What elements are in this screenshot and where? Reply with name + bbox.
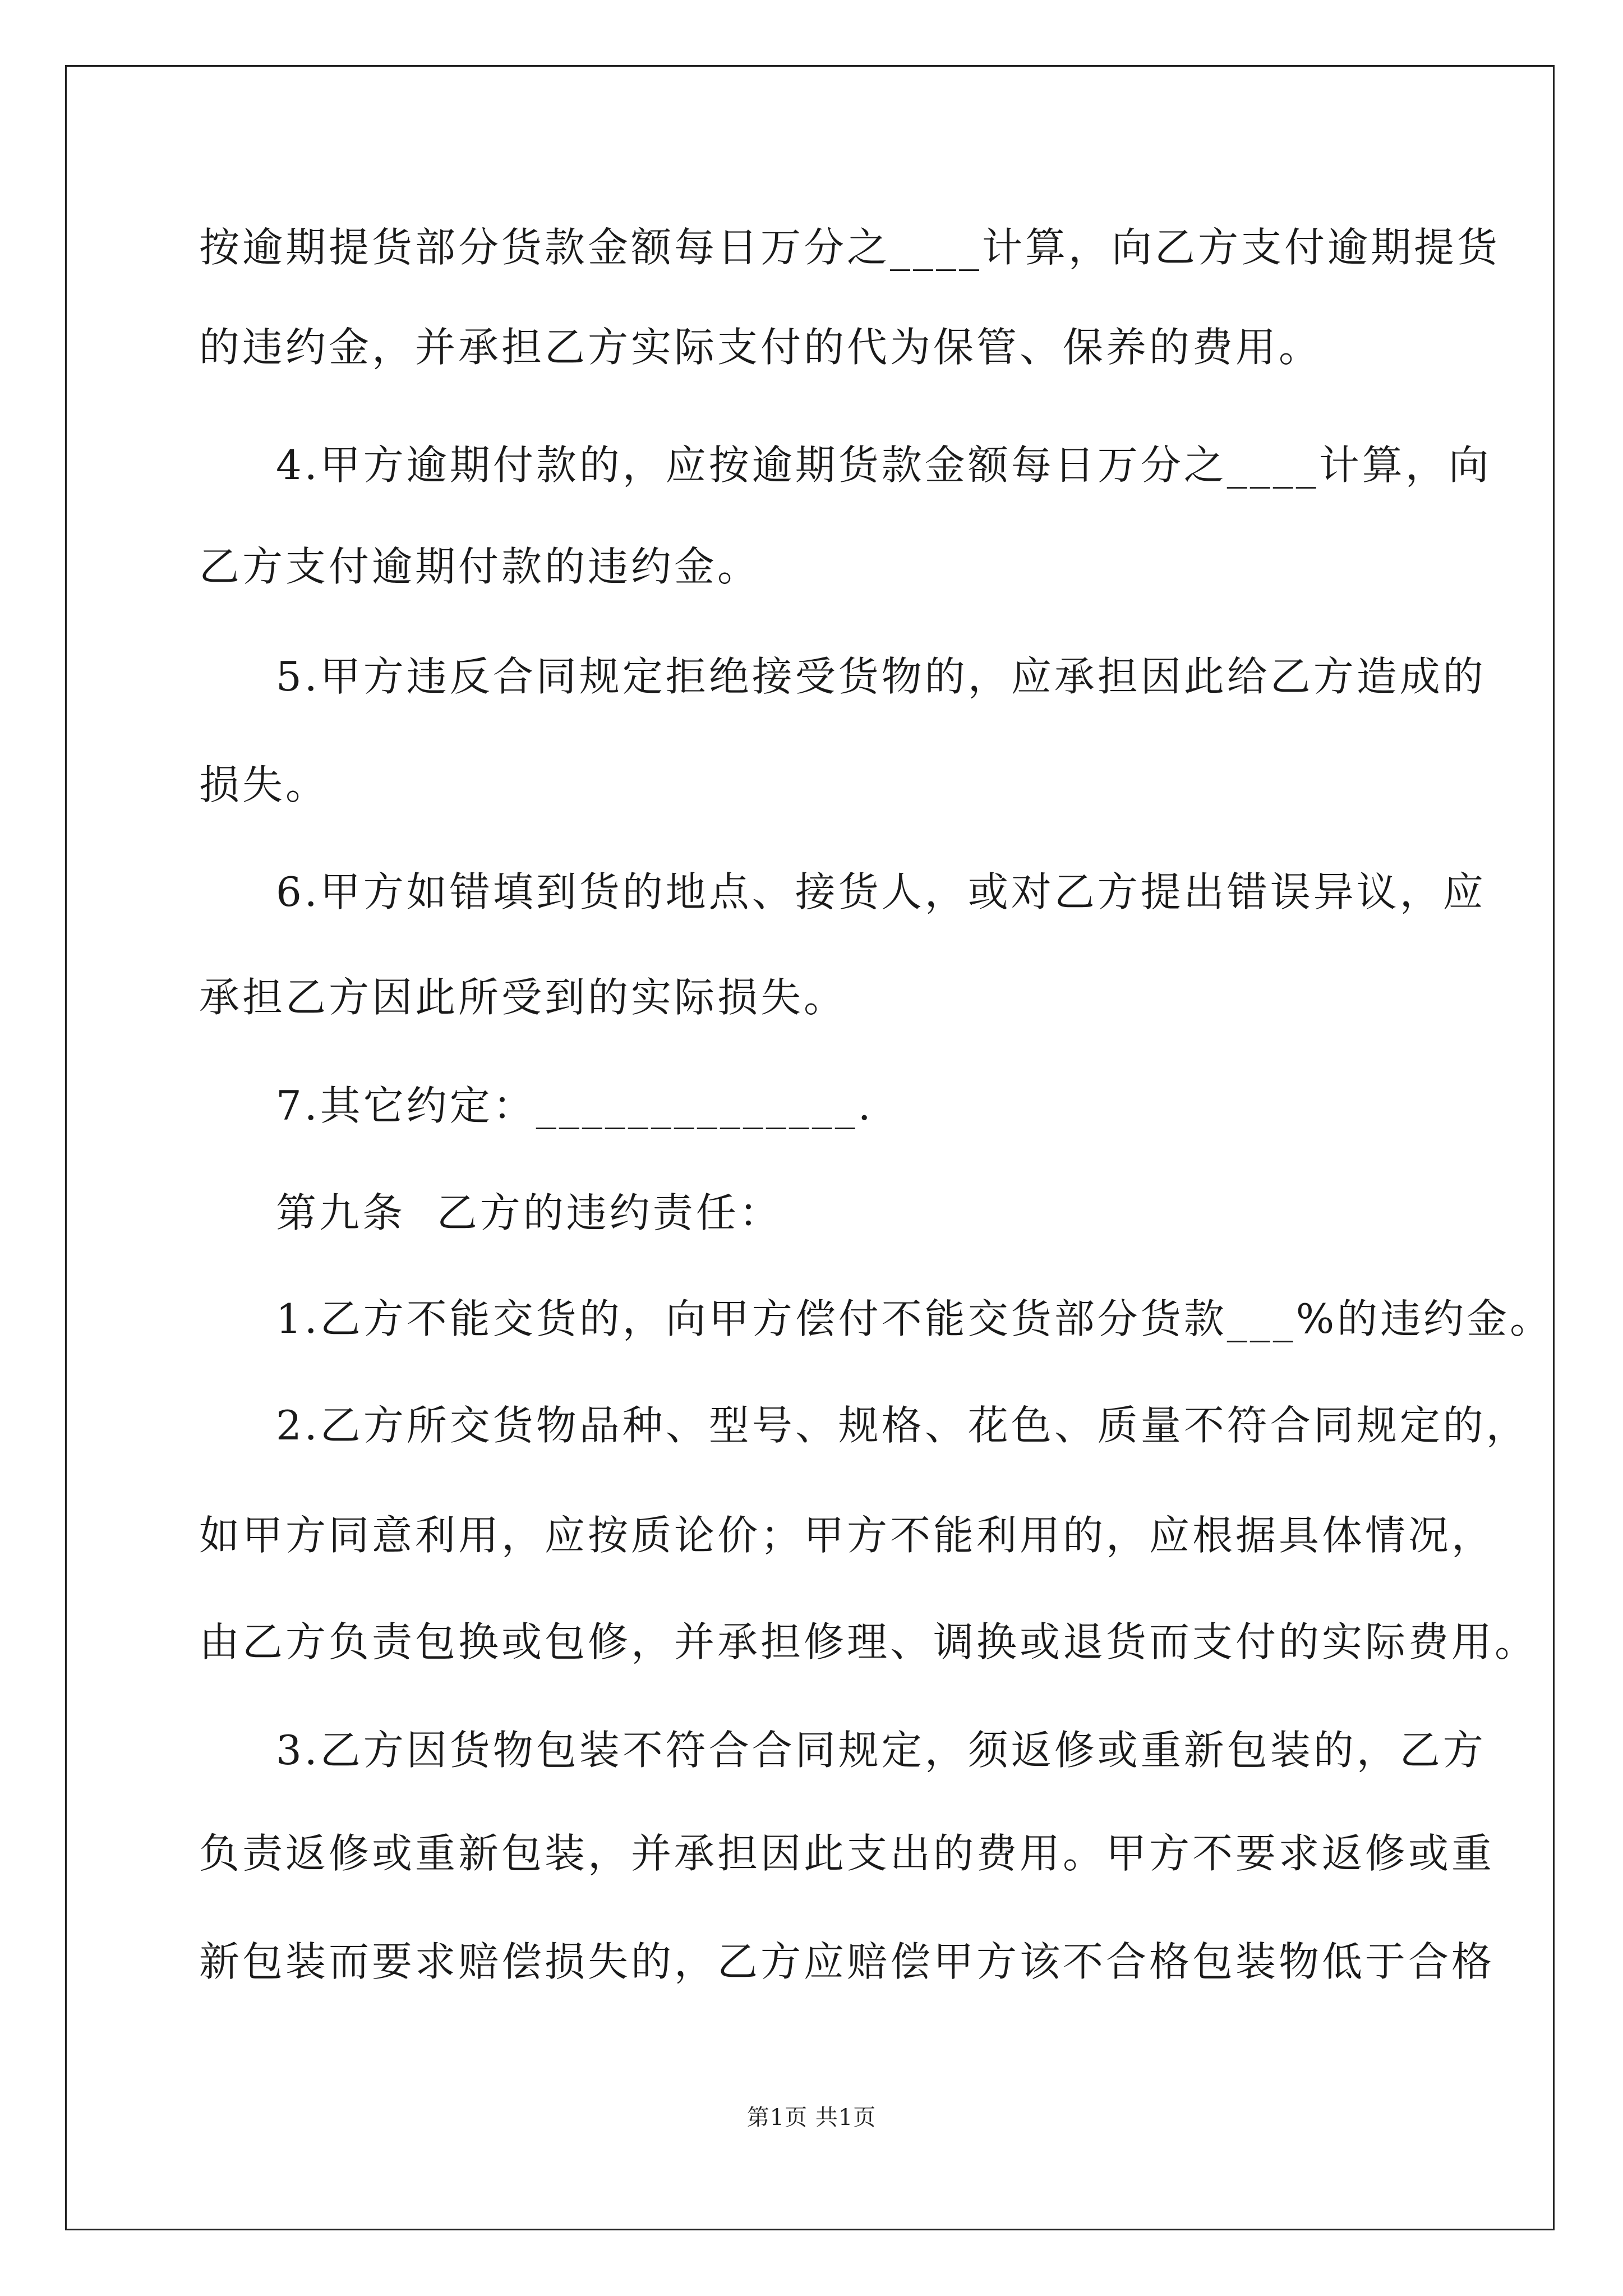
text-line-14: 由乙方负责包换或包修，并承担修理、调换或退货而支付的实际费用。: [199, 1618, 1538, 1665]
text-line-15: 3.乙方因货物包装不符合合同规定，须返修或重新包装的，乙方: [276, 1727, 1486, 1774]
text-line-3: 4.甲方逾期付款的，应按逾期货款金额每日万分之____计算，向: [276, 441, 1492, 489]
text-line-12: 2.乙方所交货物品种、型号、规格、花色、质量不符合同规定的，: [276, 1402, 1529, 1449]
text-line-17: 新包装而要求赔偿损失的，乙方应赔偿甲方该不合格包装物低于合格: [199, 1938, 1495, 1985]
text-line-6: 损失。: [199, 761, 329, 808]
text-line-4: 乙方支付逾期付款的违约金。: [199, 543, 761, 590]
text-line-2: 的违约金，并承担乙方实际支付的代为保管、保养的费用。: [199, 324, 1322, 371]
text-line-16: 负责返修或重新包装，并承担因此支出的费用。甲方不要求返修或重: [199, 1830, 1495, 1877]
text-line-11: 1.乙方不能交货的，向甲方偿付不能交货部分货款___%的违约金。: [276, 1295, 1553, 1342]
section-heading: 第九条 乙方的违约责任：: [276, 1189, 782, 1236]
text-line-1: 按逾期提货部分货款金额每日万分之____计算，向乙方支付逾期提货: [199, 224, 1501, 271]
text-line-9: 7.其它约定：______________.: [276, 1082, 874, 1129]
text-line-13: 如甲方同意利用，应按质论价；甲方不能利用的，应根据具体情况，: [199, 1512, 1495, 1559]
text-line-7: 6.甲方如错填到货的地点、接货人，或对乙方提出错误异议，应: [276, 868, 1486, 915]
text-line-5: 5.甲方违反合同规定拒绝接受货物的，应承担因此给乙方造成的: [276, 653, 1486, 700]
page-footer: 第1页 共1页: [746, 2105, 877, 2131]
page-border: [65, 65, 1555, 2230]
text-line-8: 承担乙方因此所受到的实际损失。: [199, 974, 847, 1021]
